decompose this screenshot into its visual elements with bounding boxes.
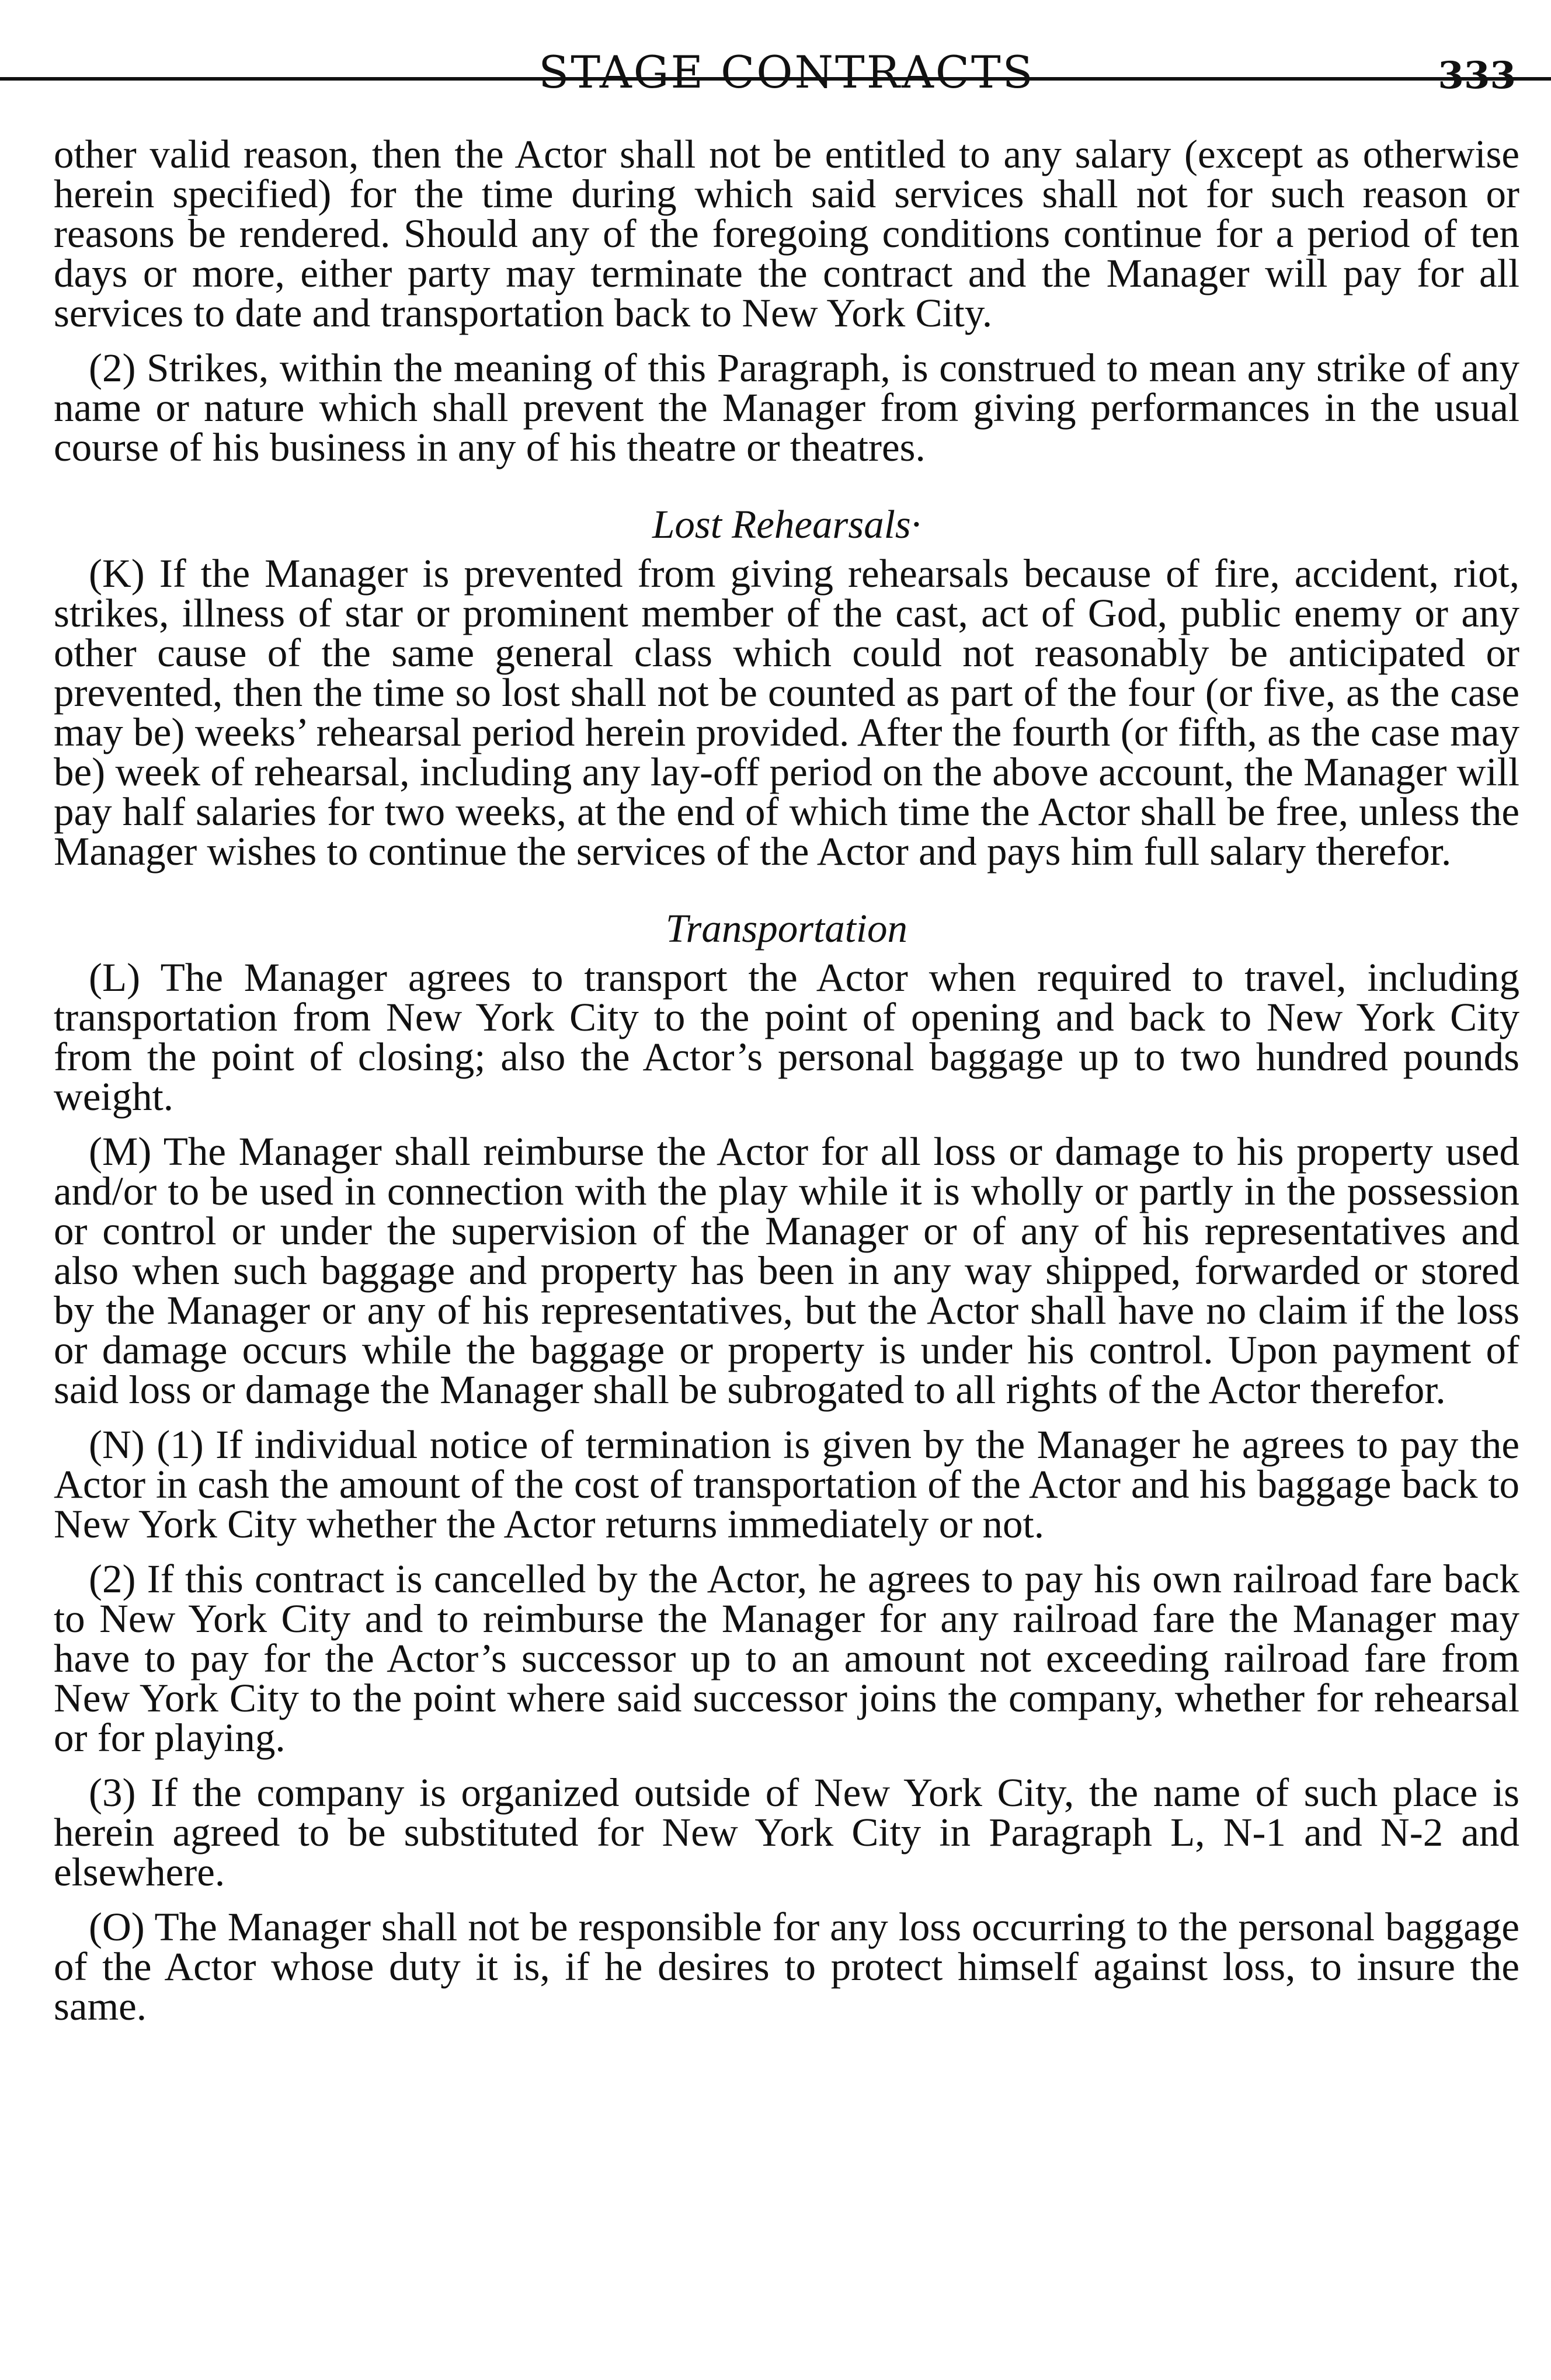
paragraph-n-3: (3) If the company is organized outside of New York City, the name of such place is herein agreed to be substituted for New York City in Paragraph L, N-1 and N-2 and elsewhere. xyxy=(54,1770,1519,1894)
page-body xyxy=(54,134,1519,2026)
page-number: 333 xyxy=(1438,54,1516,98)
paragraph-n-1: (N) (1) If individual notice of termination is given by the Manager he agrees to pay the Actor in cash the amount of the cost of transportation of the Actor and his baggage back to New York City whether the Actor returns immediately or not. xyxy=(54,1422,1519,1546)
section-heading-lost-rehearsals: Lost Rehearsals· xyxy=(652,502,921,547)
paragraph-n-2: (2) If this contract is cancelled by the Actor, he agrees to pay his own railroad fare back to New York City and to reimburse the Manager for any railroad fare the Manager may have to pay for the Actor’s successor up to an amount not exceeding railroad fare from New York City to the point where said successor joins the company, whether for rehearsal or for playing. xyxy=(54,1557,1519,1760)
paragraph-m: (M) The Manager shall reimburse the Actor for all loss or damage to his property used and/or to be used in connection with the play while it is wholly or partly in the possession or control or under the supervision of the Manager or of any of his representatives and also when such baggage and property has been in any way shipped, forwarded or stored by the Manager or any of his representatives, but the Actor shall have no claim if the loss or damage occurs while the baggage or property is under his control. Upon payment of said loss or damage the Manager shall be subrogated to all rights of the Actor therefor. xyxy=(54,1129,1519,1412)
running-title: STAGE CONTRACTS xyxy=(538,46,1035,98)
paragraph-l: (L) The Manager agrees to transport the Actor when required to travel, including transportation from New York City to the point of opening and back to New York City from the point of closing; also the Actor’s personal baggage up to two hundred pounds weight. xyxy=(54,955,1519,1119)
header-rule xyxy=(0,77,1551,81)
paragraph-o: (O) The Manager shall not be responsible for any loss occurring to the personal baggage of the Actor whose duty it is, if he desires to protect himself against loss, to insure the same. xyxy=(54,1905,1519,2028)
paragraph-k: (K) If the Manager is prevented from giving rehearsals because of fire, accident, riot, strikes, illness of star or prominent member of the cast, act of God, public enemy or any other cause of the same general class which could not reasonably be anticipated or prevented, then the time so lost shall not be counted as part of the four (or five, as the case may be) weeks’ rehearsal period herein provided. After the fourth (or fifth, as the case may be) week of rehearsal, including any lay-off period on the above account, the Manager will pay half salaries for two weeks, at the end of which time the Actor shall be free, unless the Manager wishes to continue the services of the Actor and pays him full salary therefor. xyxy=(54,551,1519,874)
paragraph-j-2: (2) Strikes, within the meaning of this Paragraph, is construed to mean any strike of any name or nature which shall prevent the Manager from giving performances in the usual course of his business in any of his theatre or theatres. xyxy=(54,346,1519,469)
section-heading-transportation: Transportation xyxy=(665,906,908,951)
paragraph-continued: other valid reason, then the Actor shall not be entitled to any salary (except as otherwise herein specified) for the time during which said services shall not for such reason or reasons be rendered. Should any of the foregoing conditions continue for a period of ten days or more, either party may terminate the contract and the Manager will pay for all services to date and transportation back to New York City. xyxy=(54,132,1519,335)
